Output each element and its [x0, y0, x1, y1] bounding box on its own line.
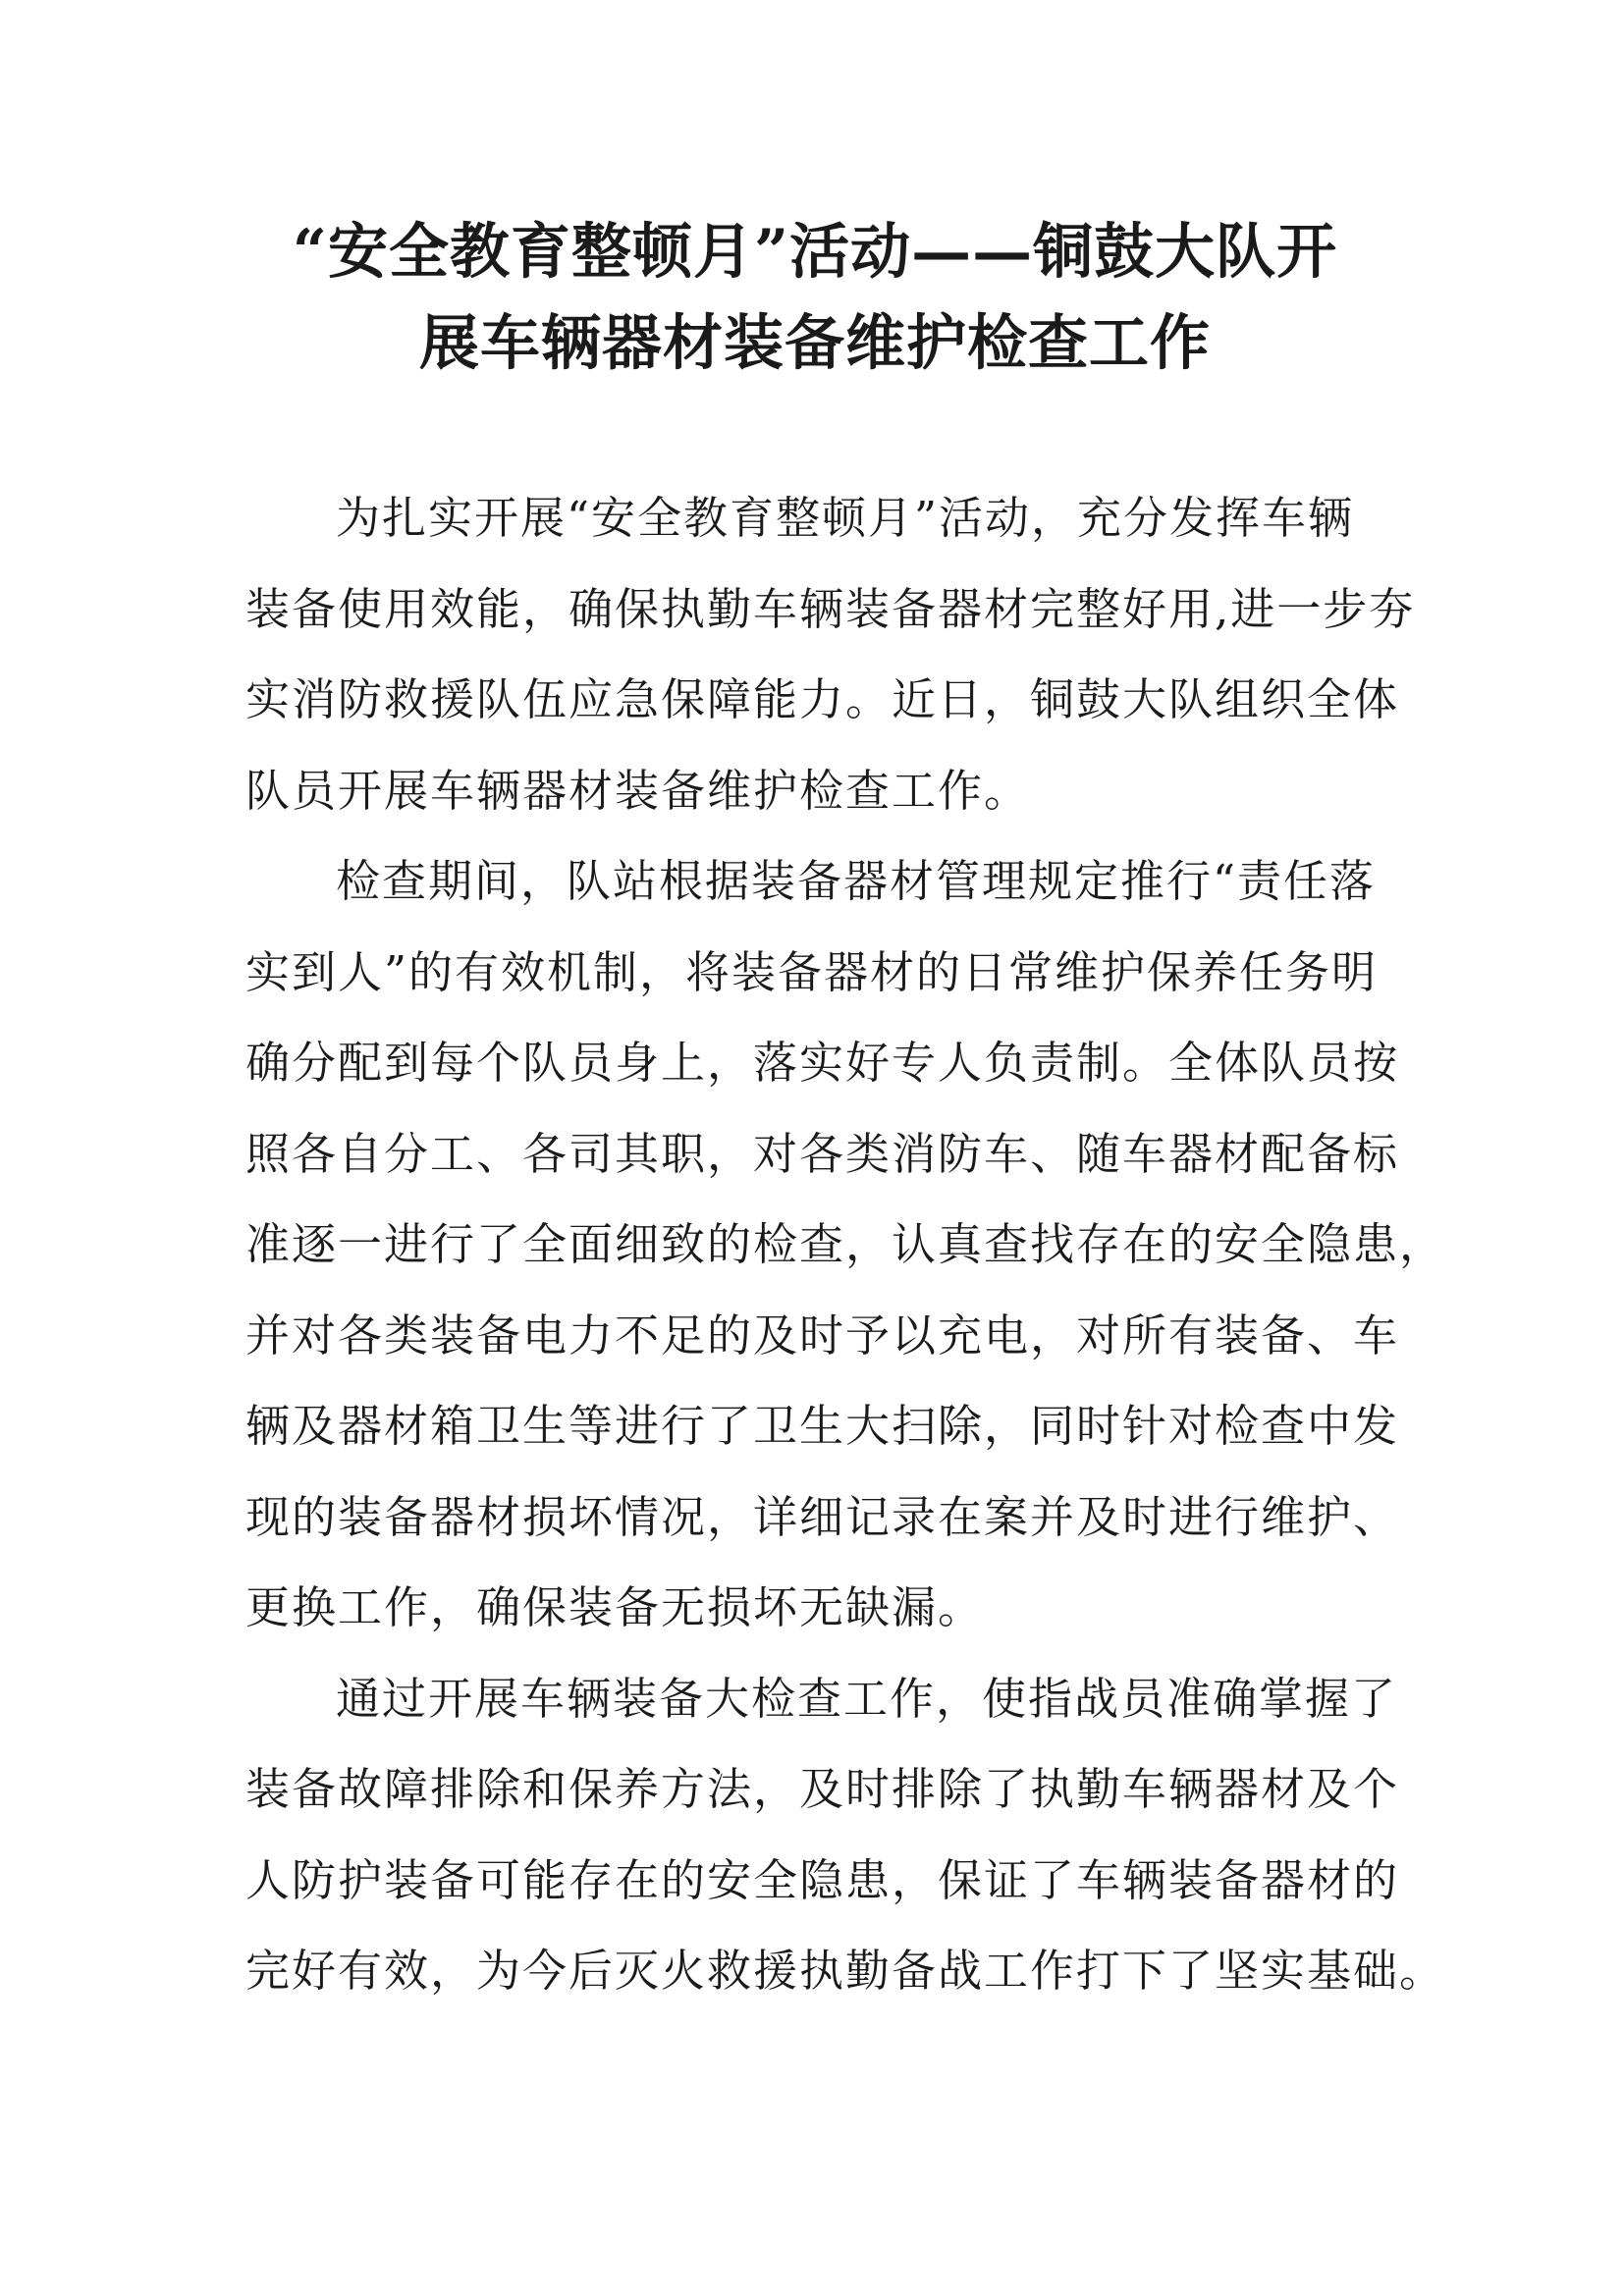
paragraph-line: 准逐一进行了全面细致的检查，认真查找存在的安全隐患，	[245, 1218, 1446, 1270]
document-title	[226, 206, 1404, 388]
title-line: 展车辆器材装备维护检查工作	[418, 307, 1211, 378]
paragraph-line: 照各自分工、各司其职，对各类消防车、随车器材配备标	[245, 1127, 1400, 1180]
paragraph-line: 装备故障排除和保养方法，及时排除了执勤车辆器材及个	[245, 1763, 1400, 1815]
paragraph-line: 通过开展车辆装备大检查工作，使指战员准确掌握了	[336, 1672, 1398, 1725]
paragraph-line: 完好有效，为今后灭火救援执勤备战工作打下了坚实基础。	[245, 1945, 1446, 1997]
paragraph-line: 检查期间，队站根据装备器材管理规定推行“责任落	[336, 855, 1377, 907]
paragraph-line: 更换工作，确保装备无损坏无缺漏。	[245, 1581, 985, 1633]
title-line: “安全教育整顿月”活动——铜鼓大队开	[292, 217, 1338, 287]
paragraph	[245, 473, 1416, 836]
paragraph-line: 人防护装备可能存在的安全隐患，保证了车辆装备器材的	[245, 1853, 1400, 1906]
paragraph-line: 辆及器材箱卫生等进行了卫生大扫除，同时针对检查中发	[245, 1400, 1400, 1452]
paragraph-line: 队员开展车辆器材装备维护检查工作。	[245, 764, 1031, 817]
paragraph-line: 确分配到每个队员身上，落实好专人负责制。全体队员按	[245, 1037, 1400, 1089]
paragraph-line: 实到人”的有效机制，将装备器材的日常维护保养任务明	[245, 945, 1379, 998]
paragraph-line: 实消防救援队伍应急保障能力。近日，铜鼓大队组织全体	[245, 673, 1400, 725]
paragraph-line: 装备使用效能，确保执勤车辆装备器材完整好用,进一步夯	[245, 582, 1416, 635]
paragraph	[245, 1654, 1446, 2017]
paragraph-line: 并对各类装备电力不足的及时予以充电，对所有装备、车	[245, 1308, 1400, 1362]
document-body	[245, 473, 1446, 2017]
paragraph-line: 现的装备器材损坏情况，详细记录在案并及时进行维护、	[245, 1490, 1400, 1543]
paragraph	[245, 836, 1446, 1654]
paragraph-line: 为扎实开展“安全教育整顿月”活动，充分发挥车辆	[336, 492, 1355, 544]
